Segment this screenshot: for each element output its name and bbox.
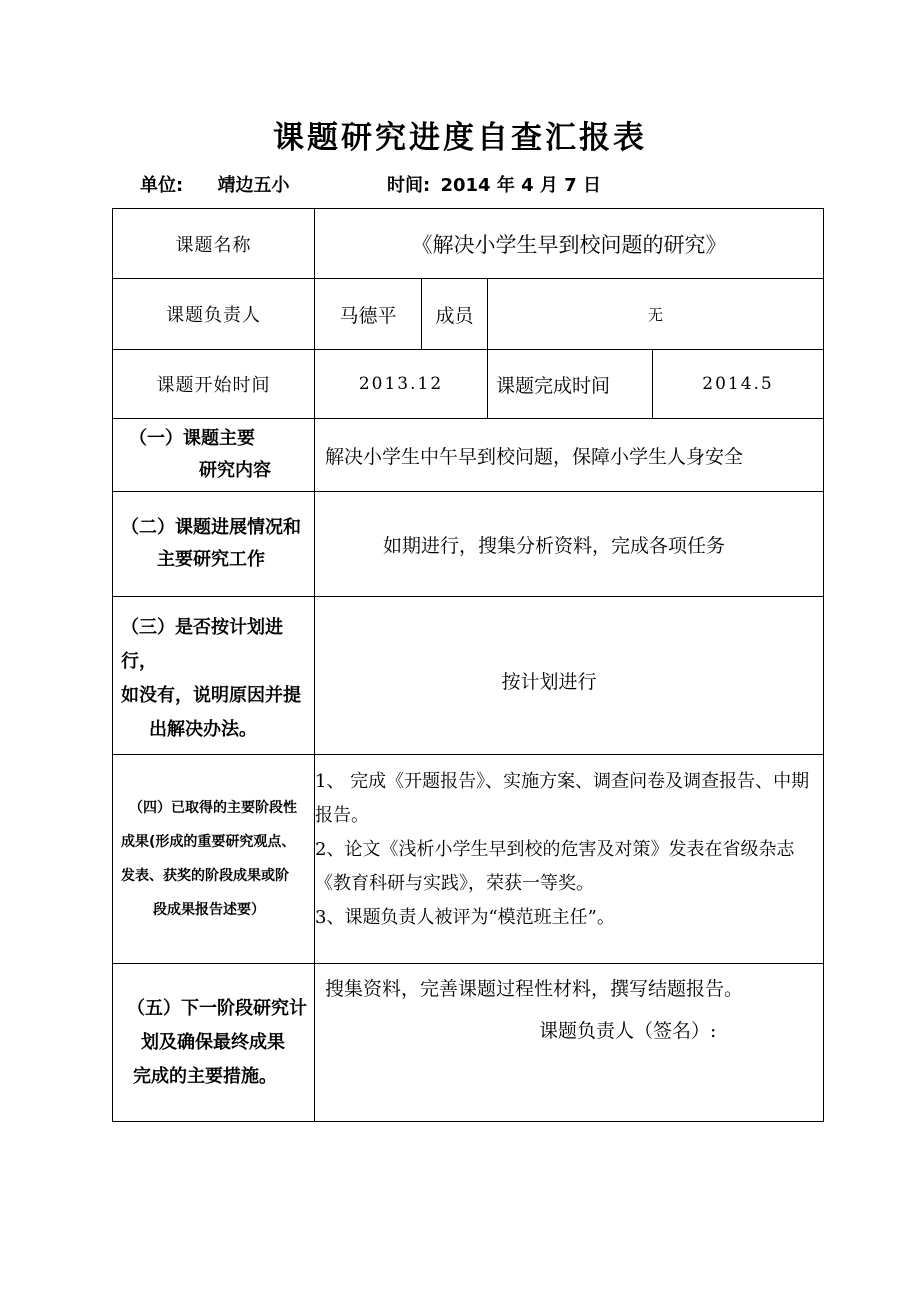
unit-value: 靖边五小 <box>217 175 290 196</box>
next-stage-row <box>113 964 824 1122</box>
unit-label: 单位: <box>140 175 184 196</box>
results-label-line: （四）已取得的主要阶段性 <box>129 800 297 816</box>
next-stage-label-line: 划及确保最终成果 <box>141 1031 285 1053</box>
results-label <box>113 755 315 964</box>
date-field <box>387 171 601 197</box>
plan-check-label-line: （三）是否按计划进行， <box>121 616 283 672</box>
start-time-label: 课题开始时间 <box>113 350 315 419</box>
signature-line: 课题负责人（签名）: <box>539 1020 717 1042</box>
content-label-line: （一）课题主要 <box>129 428 255 449</box>
leader-row <box>113 279 824 350</box>
leader-label: 课题负责人 <box>113 279 315 350</box>
plan-check-label-line: 如没有，说明原因并提 <box>121 684 301 706</box>
leader-value: 马德平 <box>315 279 422 350</box>
topic-name-label: 课题名称 <box>113 209 315 279</box>
members-label: 成员 <box>422 279 488 350</box>
progress-value: 如期进行，搜集分析资料，完成各项任务 <box>315 492 824 597</box>
progress-label <box>113 492 315 597</box>
next-stage-value: 搜集资料，完善课题过程性材料，撰写结题报告。 <box>325 978 744 1000</box>
result-item: 2、论文《浅析小学生早到校的危害及对策》发表在省级杂志《教育科研与实践》，荣获一等奖。 <box>315 839 795 894</box>
next-stage-label-line: （五）下一阶段研究计 <box>127 997 307 1019</box>
content-row <box>113 419 824 492</box>
plan-check-label-line: 出解决办法。 <box>149 718 257 740</box>
next-stage-label-line: 完成的主要措施。 <box>133 1065 277 1087</box>
progress-label-line: （二）课题进展情况和 <box>121 517 301 538</box>
results-list <box>315 755 824 964</box>
result-item: 3、课题负责人被评为“模范班主任”。 <box>315 907 615 928</box>
content-label <box>113 419 315 492</box>
next-stage-label <box>113 964 315 1122</box>
date-value: 2014 年 4 月 7 日 <box>440 175 601 196</box>
start-time-value: 2013.12 <box>315 350 488 419</box>
end-time-label: 课题完成时间 <box>488 350 653 419</box>
content-value: 解决小学生中午早到校问题，保障小学生人身安全 <box>315 419 824 492</box>
topic-name-row <box>113 209 824 279</box>
unit-field <box>140 171 289 197</box>
members-value: 无 <box>488 279 824 350</box>
progress-label-line: 主要研究工作 <box>157 549 265 570</box>
plan-check-row <box>113 597 824 755</box>
topic-name-value: 《解决小学生早到校问题的研究》 <box>315 209 824 279</box>
page-title: 课题研究进度自查汇报表 <box>273 120 647 156</box>
progress-row <box>113 492 824 597</box>
results-label-line: 段成果报告述要） <box>153 902 265 918</box>
results-label-line: 发表、获奖的阶段成果或阶 <box>121 868 289 884</box>
date-label: 时间: <box>387 175 431 196</box>
results-row <box>113 755 824 964</box>
results-label-line: 成果(形成的重要研究观点、 <box>121 834 296 850</box>
dates-row <box>113 350 824 419</box>
end-time-value: 2014.5 <box>653 350 824 419</box>
plan-check-label <box>113 597 315 755</box>
content-label-line: 研究内容 <box>199 460 271 481</box>
plan-check-value: 按计划进行 <box>315 597 824 755</box>
report-table <box>112 208 824 1122</box>
next-stage-cell <box>315 964 824 1122</box>
result-item: 1、 完成《开题报告》、实施方案、调查问卷及调查报告、中期报告。 <box>315 771 810 826</box>
